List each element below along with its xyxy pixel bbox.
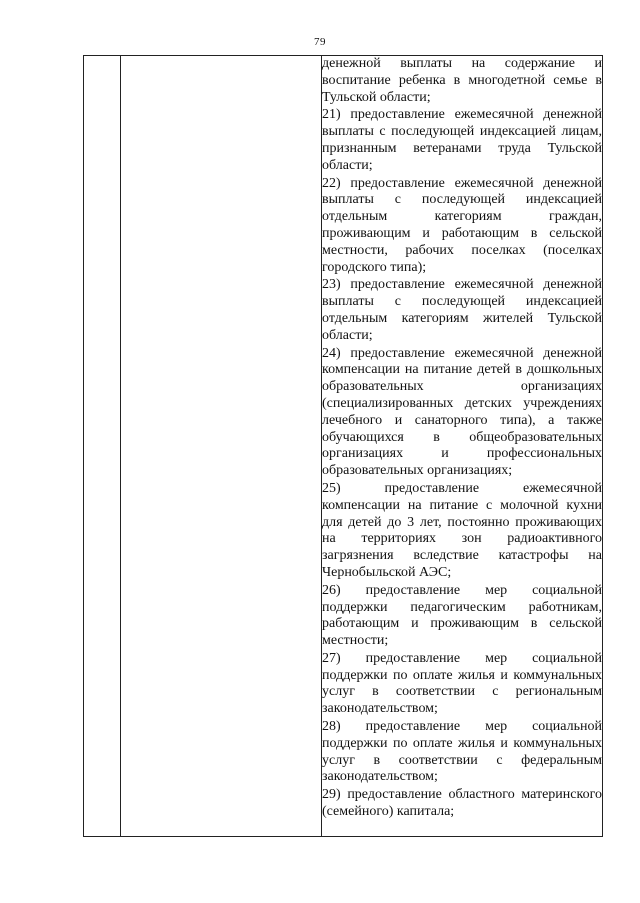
list-item-29: 29) предоставление областного материнского (семейного) капитала; (322, 787, 602, 820)
list-item-28: 28) предоставление мер социальной поддержки по оплате жилья и коммунальных услуг в соответствии с федеральным законодательством; (322, 719, 602, 785)
table-cell-number (84, 56, 121, 837)
list-item-26: 26) предоставление мер социальной поддержки педагогическим работникам, работающим и проживающим в сельской местности; (322, 582, 602, 649)
list-item-22: 22) предоставление ежемесячной денежной выплаты с последующей индексацией отдельным категориям граждан, проживающим и работающим в сельской местности, рабочих поселках (поселках городского типа); (322, 175, 602, 275)
document-table (83, 55, 603, 837)
table-cell-name (121, 56, 322, 837)
list-item-27: 27) предоставление мер социальной поддержки по оплате жилья и коммунальных услуг в соответствии с региональным законодательством; (322, 650, 602, 717)
page-number: 79 (314, 36, 326, 48)
table-row (84, 56, 603, 837)
list-item-25: 25) предоставление ежемесячной компенсации на питание с молочной кухни для детей до 3 лет, постоянно проживающих на территориях зон радиоактивного загрязнения вследствие катастрофы на Чернобыльской АЭС; (322, 480, 602, 580)
list-item-24: 24) предоставление ежемесячной денежной компенсации на питание детей в дошкольных образовательных организациях (специализированных детских учреждениях лечебного и санаторного типа), а также обучающихся в общеобразовательных организациях и профессиональных образовательных организациях; (322, 345, 602, 479)
list-item-21: 21) предоставление ежемесячной денежной выплаты с последующей индексацией лицам, признанным ветеранами труда Тульской области; (322, 107, 602, 173)
list-item-continuation: денежной выплаты на содержание и воспитание ребенка в многодетной семье в Тульской области; (322, 56, 602, 105)
table-cell-content (322, 56, 603, 837)
list-item-23: 23) предоставление ежемесячной денежной выплаты с последующей индексацией отдельным категориям жителей Тульской области; (322, 277, 602, 343)
